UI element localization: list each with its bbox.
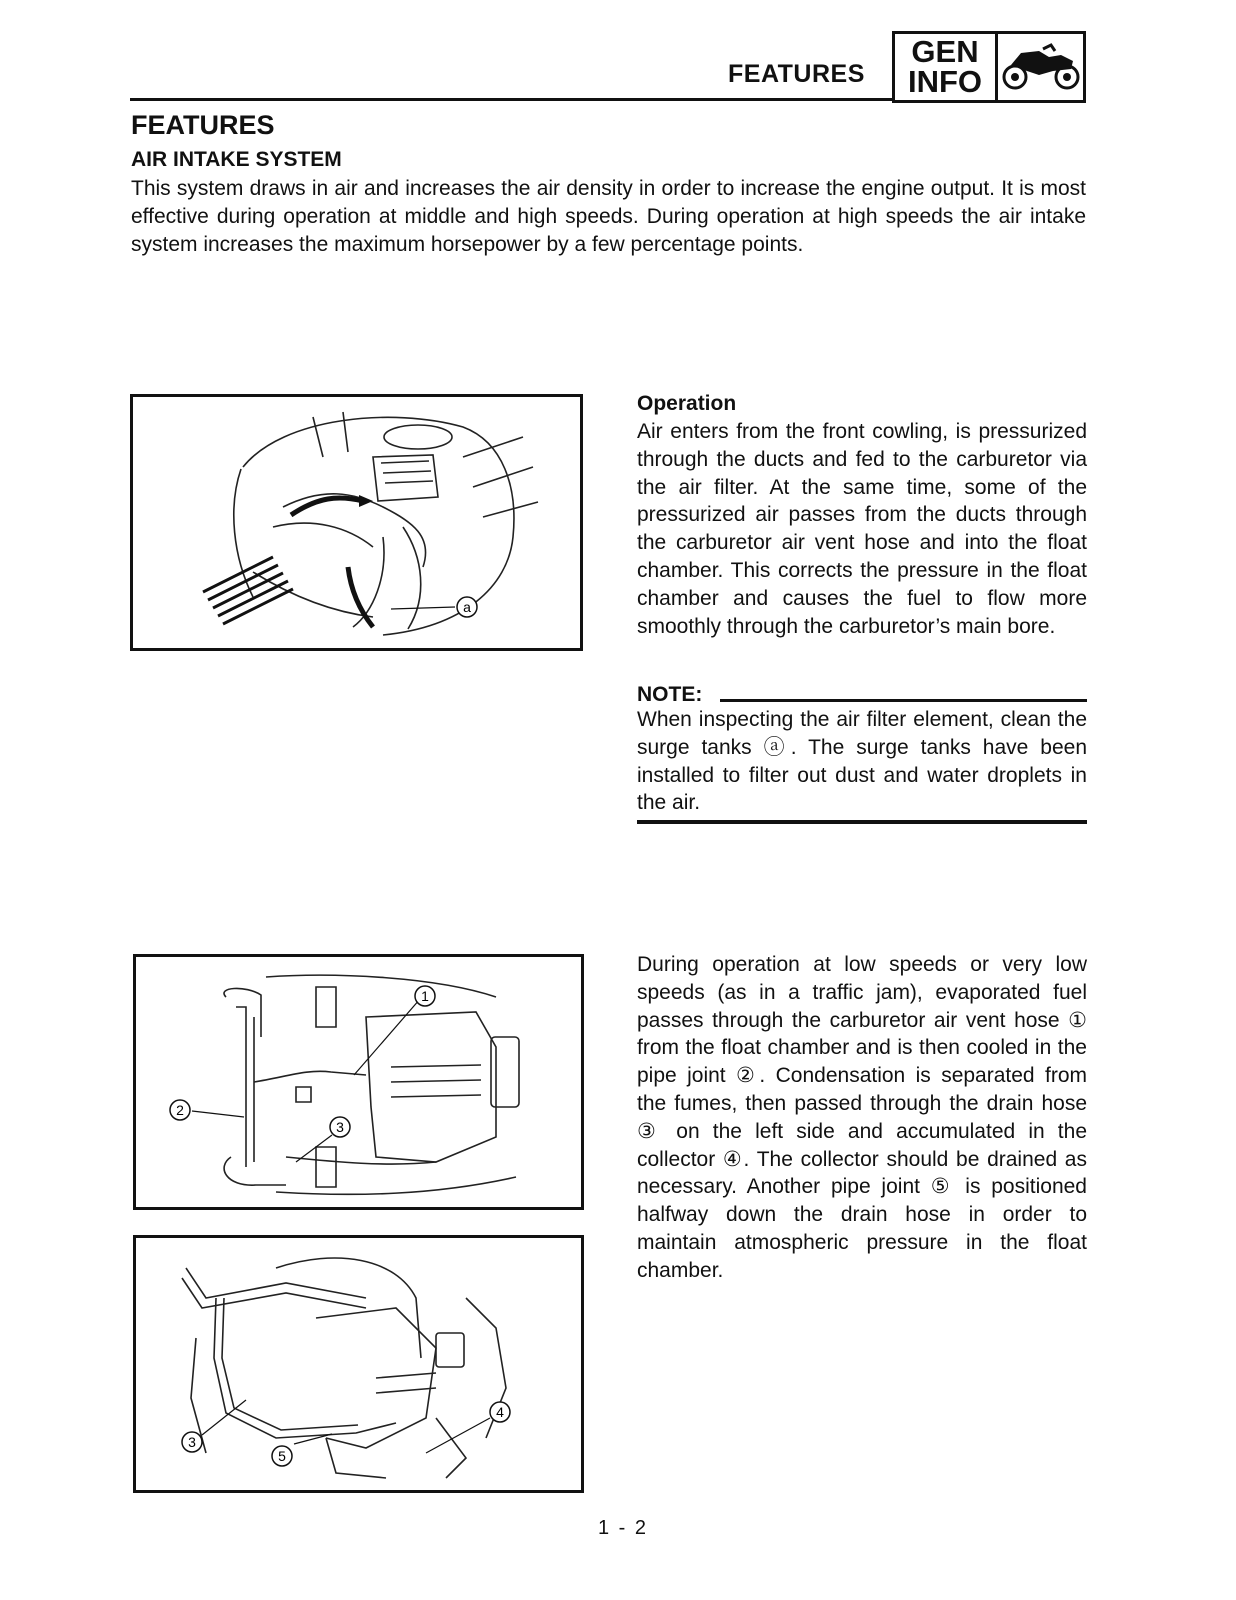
- drain-hose-figure: [133, 1235, 584, 1493]
- fig3-callout-3: 3: [188, 1434, 196, 1450]
- badge-line-1: GEN: [911, 34, 979, 69]
- callout-a: a: [463, 599, 471, 615]
- page-number: 1 - 2: [598, 1517, 649, 1539]
- fig3-callout-4: 4: [496, 1404, 504, 1420]
- section-heading: AIR INTAKE SYSTEM: [131, 148, 342, 171]
- note-label: NOTE:: [637, 683, 703, 706]
- vent-hose-figure: [133, 954, 584, 1210]
- page-heading: FEATURES: [131, 110, 275, 140]
- vent-hose-diagram: [136, 957, 581, 1207]
- operation-heading: Operation: [637, 392, 737, 415]
- note-end-rule: [637, 820, 1087, 824]
- note-paragraph: When inspecting the air filter element, clean the surge tanks ⓐ. The surge tanks have been installed to filter out dust and water droplets in the air.: [637, 708, 1087, 815]
- gen-info-badge: [892, 31, 1086, 103]
- air-intake-figure: [130, 394, 583, 651]
- intro-paragraph: This system draws in air and increases the air density in order to increase the engine output. It is most effective during operation at middle and high speeds. During operation at high speeds the air intake system increases the maximum horsepower by a few percentage points.: [131, 177, 1086, 256]
- badge-line-2: INFO: [907, 64, 983, 99]
- note-rule: [720, 699, 1087, 702]
- fig2-callout-2: 2: [176, 1102, 184, 1118]
- drain-hose-diagram: [136, 1238, 581, 1490]
- fig2-callout-3: 3: [336, 1119, 344, 1135]
- running-header-title: FEATURES: [728, 60, 865, 88]
- air-intake-illustration: [133, 397, 580, 648]
- fig2-callout-1: 1: [421, 988, 429, 1004]
- badge-text: [895, 34, 998, 100]
- motorcycle-icon: [998, 34, 1083, 100]
- header-rule: [130, 98, 892, 101]
- fig3-callout-5: 5: [278, 1448, 286, 1464]
- drain-paragraph: During operation at low speeds or very low speeds (as in a traffic jam), evaporated fuel passes through the carburetor air vent hose ① from the float chamber and is then cooled in the pipe joint ②. Condensation is separated from the fumes, then passed through the drain hose ③ on the left side and accumulated in the collector ④. The collector should be drained as necessary. Another pipe joint ⑤ is positioned halfway down the drain hose in order to maintain atmospheric pressure in the float chamber.: [637, 953, 1087, 1282]
- operation-paragraph: Air enters from the front cowling, is pressurized through the ducts and fed to the carburetor via the air filter. At the same time, some of the pressurized air passes from the ducts through the carburetor air vent hose and into the float chamber. This corrects the pressure in the float chamber and causes the fuel to flow more smoothly through the carburetor’s main bore.: [637, 420, 1087, 638]
